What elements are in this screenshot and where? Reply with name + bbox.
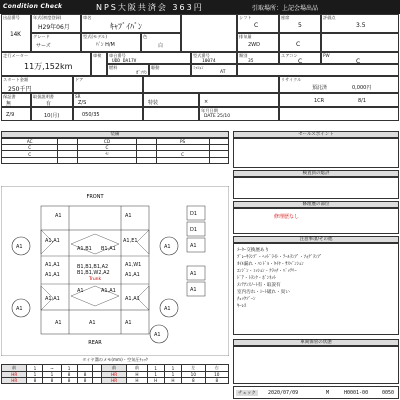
repair-text: 修理歴なし bbox=[274, 214, 300, 220]
r5-c3: 050/35 bbox=[73, 107, 143, 121]
equipment-cell bbox=[137, 158, 156, 164]
equipment-cell bbox=[209, 158, 228, 164]
warranty-cell: 保証書 無 bbox=[1, 93, 31, 107]
tire-cell: H bbox=[127, 372, 147, 378]
tire-row bbox=[2, 365, 229, 372]
wheel-fl-mark: A1 bbox=[16, 244, 23, 250]
tire-cell bbox=[93, 365, 101, 372]
equipment-cell: C bbox=[2, 151, 58, 158]
comment-box bbox=[233, 177, 399, 199]
equipment-cell bbox=[58, 158, 77, 164]
note-line: ｷｰﾚｽ bbox=[237, 304, 247, 309]
r5-c1: Z/9 bbox=[1, 107, 31, 121]
score-value: 3.5 bbox=[356, 22, 366, 29]
tire-cell: 10 bbox=[182, 372, 205, 378]
equipment-cell bbox=[209, 151, 228, 158]
side-box-5: A1 bbox=[190, 287, 197, 293]
ac-value: C bbox=[298, 58, 303, 65]
frame-value: 10074 bbox=[202, 59, 216, 64]
note-line: ﾄﾞｱ・ﾄﾗﾝｸ・ﾎﾞﾝﾈｯﾄ bbox=[237, 276, 277, 281]
tire-table bbox=[1, 364, 229, 384]
car-name: ｷｬﾌﾞｲﾊﾞﾝ bbox=[110, 22, 142, 31]
mark-bottom-l: A1 bbox=[55, 320, 62, 326]
cc-cell: 排気量 2WD bbox=[237, 33, 279, 52]
mark-side-r2: A1,A1 bbox=[125, 272, 140, 278]
footer-date: 2020/07/09 bbox=[268, 390, 299, 396]
code-value: 35 bbox=[248, 59, 254, 64]
mark-lower-r: A1,A1 bbox=[101, 288, 116, 294]
manual-value: 有 bbox=[46, 101, 52, 107]
extra-cell bbox=[199, 93, 279, 107]
mark-hood-left: A1,A1 bbox=[45, 238, 60, 244]
tire-cell bbox=[77, 365, 93, 372]
tire-row bbox=[2, 372, 229, 378]
wheel-rl-mark: A1 bbox=[16, 306, 23, 312]
tire-cell: 10 bbox=[205, 372, 228, 378]
mark-mid-right: B1,A1 bbox=[101, 246, 116, 252]
color-cell: 色 白 bbox=[141, 33, 181, 52]
r5-blank bbox=[279, 107, 399, 121]
equipment-cell: C bbox=[77, 145, 136, 151]
tire-cell: 8 bbox=[43, 378, 61, 384]
mark-side-l2: A1,A1 bbox=[45, 272, 60, 278]
side-box-1: D1 bbox=[190, 211, 198, 217]
equipment-cell: C bbox=[156, 151, 209, 158]
lot-number: 14K bbox=[10, 31, 21, 38]
rear-label: REAR bbox=[88, 340, 102, 346]
side-box-4: A1 bbox=[190, 271, 197, 277]
repair-title: 修理歴の部位 bbox=[233, 201, 399, 208]
col-value: C bbox=[296, 41, 301, 48]
recycle-cell: リサイクル 預託済 0,000円 bbox=[279, 76, 399, 93]
shift-value: C bbox=[254, 22, 259, 29]
tire-cell: 1 bbox=[147, 365, 164, 372]
mark-bottom-c: A1 bbox=[89, 320, 96, 326]
side-box-2: D1 bbox=[190, 227, 198, 233]
sales-point-box bbox=[233, 138, 399, 168]
grade2-cell bbox=[279, 93, 399, 107]
wheel-fr-mark: A1 bbox=[164, 244, 171, 250]
note-line: ﾒｰﾀｰ交換歴あり bbox=[237, 248, 270, 253]
grade2-value: 1CR bbox=[314, 98, 325, 104]
tire-cell: 8 bbox=[61, 372, 77, 378]
front-label: FRONT bbox=[86, 194, 104, 200]
pickup-location: 引取場所：上記会場出品 bbox=[252, 5, 319, 12]
model-cell: 型式(モデル) ﾊﾞﾝ H/M bbox=[81, 33, 141, 52]
mark-rear-r: A1,A1 bbox=[125, 296, 140, 302]
note-line: ﾁｪｯｸｿﾞｰﾝ bbox=[237, 297, 256, 302]
note-line: ﾒﾝﾃﾅﾝｽﾉｰﾄ有・取説有 bbox=[237, 283, 281, 288]
owner-box bbox=[233, 346, 399, 384]
fuel-value: ｶﾞｿﾘﾝ bbox=[136, 71, 148, 76]
year-cell: 年式(初度登録) H29年06月 bbox=[31, 14, 81, 33]
mark-side-l1: A1,A1 bbox=[45, 262, 60, 268]
grade-cell: グレード サーズ bbox=[31, 33, 81, 52]
equipment-cell: AC bbox=[2, 139, 58, 145]
tire-cell: 8 bbox=[182, 378, 205, 384]
tire-cell: 8 bbox=[61, 378, 77, 384]
note-line: 室内汚れ・ｼｰﾄ破れ・臭い bbox=[237, 290, 290, 295]
tire-cell: HR bbox=[2, 372, 27, 378]
pw-cell: PW C bbox=[321, 52, 399, 64]
tire-cell: 1 bbox=[164, 372, 181, 378]
equipment-title: 装備 bbox=[1, 131, 229, 138]
footer-bar bbox=[233, 386, 399, 399]
tire-cell: 前 bbox=[127, 365, 147, 372]
notes-title: 注意事項/その他 bbox=[233, 236, 399, 243]
note-line: ﾌﾞﾚｰｷﾗﾝﾌﾟ・ﾍｯﾄﾞﾗｲﾄ・ﾃｰﾙﾗﾝﾌﾟ・ﾌｫｸﾞﾗﾝﾌﾟ bbox=[237, 255, 322, 260]
start-price: 250千円 bbox=[8, 86, 32, 93]
tire-cell: 左 bbox=[182, 365, 205, 372]
notes-box bbox=[233, 243, 399, 335]
extra-value: × bbox=[204, 99, 209, 105]
tire-cell: 8 bbox=[27, 378, 43, 384]
r5-date: 年月日期 DATE 25/10 bbox=[199, 107, 279, 121]
note-line: ｵｲﾙ漏れ・ﾊﾝﾄﾞﾙ・ﾀｲﾔ・ｻｽﾍﾟﾝｼｮﾝ bbox=[237, 262, 304, 267]
tire-row bbox=[2, 378, 229, 384]
tire-cell: 1 bbox=[147, 372, 164, 378]
tire-cell: 右 bbox=[205, 365, 228, 372]
mark-center2: B1,B1,W2,A2 bbox=[77, 270, 110, 276]
mileage-cell: 走行メーター 11万,152km bbox=[1, 52, 91, 76]
auction-name: NPS大阪共済会 363円 bbox=[96, 3, 204, 12]
col-cell bbox=[279, 33, 321, 52]
door-cell: ドア bbox=[73, 76, 143, 93]
manual-cell: 取扱説明書 有 bbox=[31, 93, 73, 107]
tire-cell: HR bbox=[101, 372, 126, 378]
grade-value: サーズ bbox=[36, 43, 51, 49]
equipment-cell bbox=[2, 158, 58, 164]
tire-cell: 1 bbox=[27, 365, 43, 372]
repair-box bbox=[233, 208, 399, 234]
cc-value: 2WD bbox=[248, 42, 260, 48]
blank-cell-a bbox=[181, 14, 237, 52]
sr-value: Z/S bbox=[78, 100, 87, 106]
check-label: チェック bbox=[238, 391, 256, 396]
comment-title: 検査員の総評 bbox=[233, 170, 399, 177]
blank-row2 bbox=[237, 64, 399, 76]
tire-cell: 前 bbox=[2, 365, 27, 372]
mileage-value: 11万,152km bbox=[24, 62, 73, 71]
color-value: 白 bbox=[158, 43, 164, 49]
equipment-table bbox=[1, 138, 229, 164]
mark-top-right: A1 bbox=[125, 213, 132, 219]
footer-code: M bbox=[326, 390, 330, 396]
mark-top-left: A1 bbox=[55, 213, 62, 219]
equipment-cell bbox=[58, 151, 77, 158]
owner-title: 車両保管の状態 bbox=[233, 339, 399, 346]
grade2b-value: 8/1 bbox=[358, 98, 367, 104]
mark-side-r1: A1,W1 bbox=[125, 262, 142, 268]
start-price-cell: スタート金額 250千円 bbox=[1, 76, 73, 93]
equipment-cell: セ bbox=[77, 151, 136, 158]
mark-hood-right: A1,E1 bbox=[123, 238, 138, 244]
seats-value: 5 bbox=[298, 22, 302, 29]
mission-value: AT bbox=[220, 70, 226, 75]
tire-caption: タイヤ溝のメモ(mm)・空気圧ﾁｪｯｸ bbox=[82, 357, 148, 362]
equipment-cell bbox=[156, 158, 209, 164]
header-bar bbox=[0, 0, 400, 14]
sales-point-title: セールスポイント bbox=[233, 131, 399, 138]
lot-cell: 出品番号 14K bbox=[1, 14, 31, 52]
inspection-cell: 車検 bbox=[91, 52, 107, 76]
chassis-value: UDD DA17V bbox=[112, 59, 137, 64]
model-value: ﾊﾞﾝ H/M bbox=[96, 42, 115, 48]
frame-cell: 型式番号 10074 bbox=[191, 52, 237, 64]
chassis-cell: 車台番号 UDD DA17V bbox=[107, 52, 191, 64]
score-cell: 評価点 3.5 bbox=[321, 14, 399, 33]
r5-c4 bbox=[143, 107, 199, 121]
damage-diagram bbox=[1, 186, 229, 356]
seats-cell: 座席 5 bbox=[279, 14, 321, 33]
tire-cell: 1 bbox=[164, 365, 181, 372]
drive-cell: 駆動 bbox=[149, 64, 191, 76]
wheel-rr-mark: A1 bbox=[164, 306, 171, 312]
fuel-cell: 燃料 ｶﾞｿﾘﾝ bbox=[109, 65, 148, 76]
tire-cell: 前 bbox=[101, 365, 126, 372]
mark-center1: B1,B1,B1,A2 bbox=[77, 264, 109, 270]
side-box-3: A1 bbox=[190, 243, 197, 249]
tire-cell: H bbox=[127, 378, 147, 384]
equipment-row bbox=[2, 158, 229, 164]
pw-value: C bbox=[356, 58, 361, 65]
blank-cell-b bbox=[321, 33, 399, 52]
mission-cell: ﾐｯｼｮﾝ AT bbox=[191, 64, 237, 76]
code-cell: 類別 35 bbox=[237, 52, 279, 64]
footer-page: 0050 bbox=[382, 390, 395, 396]
name-cell: 車名 ｷｬﾌﾞｲﾊﾞﾝ bbox=[81, 14, 181, 33]
tire-cell: 1 bbox=[43, 372, 61, 378]
spare-mark: A1 bbox=[154, 332, 161, 338]
tire-cell: H bbox=[147, 378, 164, 384]
shift-cell: シフト C bbox=[237, 14, 279, 33]
blank-row3 bbox=[143, 76, 279, 93]
header-title: Condition Check bbox=[3, 3, 63, 10]
equipment-cell bbox=[77, 158, 136, 164]
mark-mid-left: A1,B1 bbox=[77, 246, 92, 252]
tire-cell: HR bbox=[101, 378, 126, 384]
r5-c2: 10(月) bbox=[31, 107, 73, 121]
trunk-label: Trunk bbox=[88, 277, 102, 282]
sr-cell: SR Z/S bbox=[73, 93, 143, 107]
recycle-status: 預託済 bbox=[312, 85, 328, 91]
tire-cell bbox=[93, 378, 101, 384]
footer-serial: H0001-00 bbox=[344, 390, 369, 396]
equipment-cell: CD bbox=[77, 139, 136, 145]
tire-cell: ~ bbox=[43, 365, 61, 372]
ac-cell: エアコン C bbox=[279, 52, 321, 64]
equipment-cell: C bbox=[2, 145, 58, 151]
equipment-cell: PS bbox=[156, 139, 209, 145]
tire-cell: 8 bbox=[77, 378, 93, 384]
year-value: H29年06月 bbox=[38, 24, 70, 31]
mark-bottom-r: A1 bbox=[125, 320, 132, 326]
mark-lower-l: A1 bbox=[77, 288, 84, 294]
mark-rear-l: A1,A1 bbox=[45, 296, 60, 302]
tire-cell: 8 bbox=[205, 378, 228, 384]
special-cell bbox=[143, 93, 199, 107]
special-value: 特装 bbox=[148, 100, 159, 106]
recycle-amount: 0,000円 bbox=[352, 85, 372, 91]
tire-cell: H bbox=[164, 378, 181, 384]
tire-cell: 1 bbox=[27, 372, 43, 378]
equipment-row bbox=[2, 151, 229, 158]
warranty-value: 無 bbox=[6, 101, 12, 107]
equipment-cell bbox=[137, 151, 156, 158]
tire-cell: HR bbox=[2, 378, 27, 384]
tire-cell: 8 bbox=[77, 372, 93, 378]
tire-cell: 1 bbox=[61, 365, 77, 372]
note-line: ｴﾝｼﾞﾝ・ﾐｯｼｮﾝ・ｸﾗｯﾁ・ﾊﾞｯﾃﾘｰ bbox=[237, 269, 297, 274]
